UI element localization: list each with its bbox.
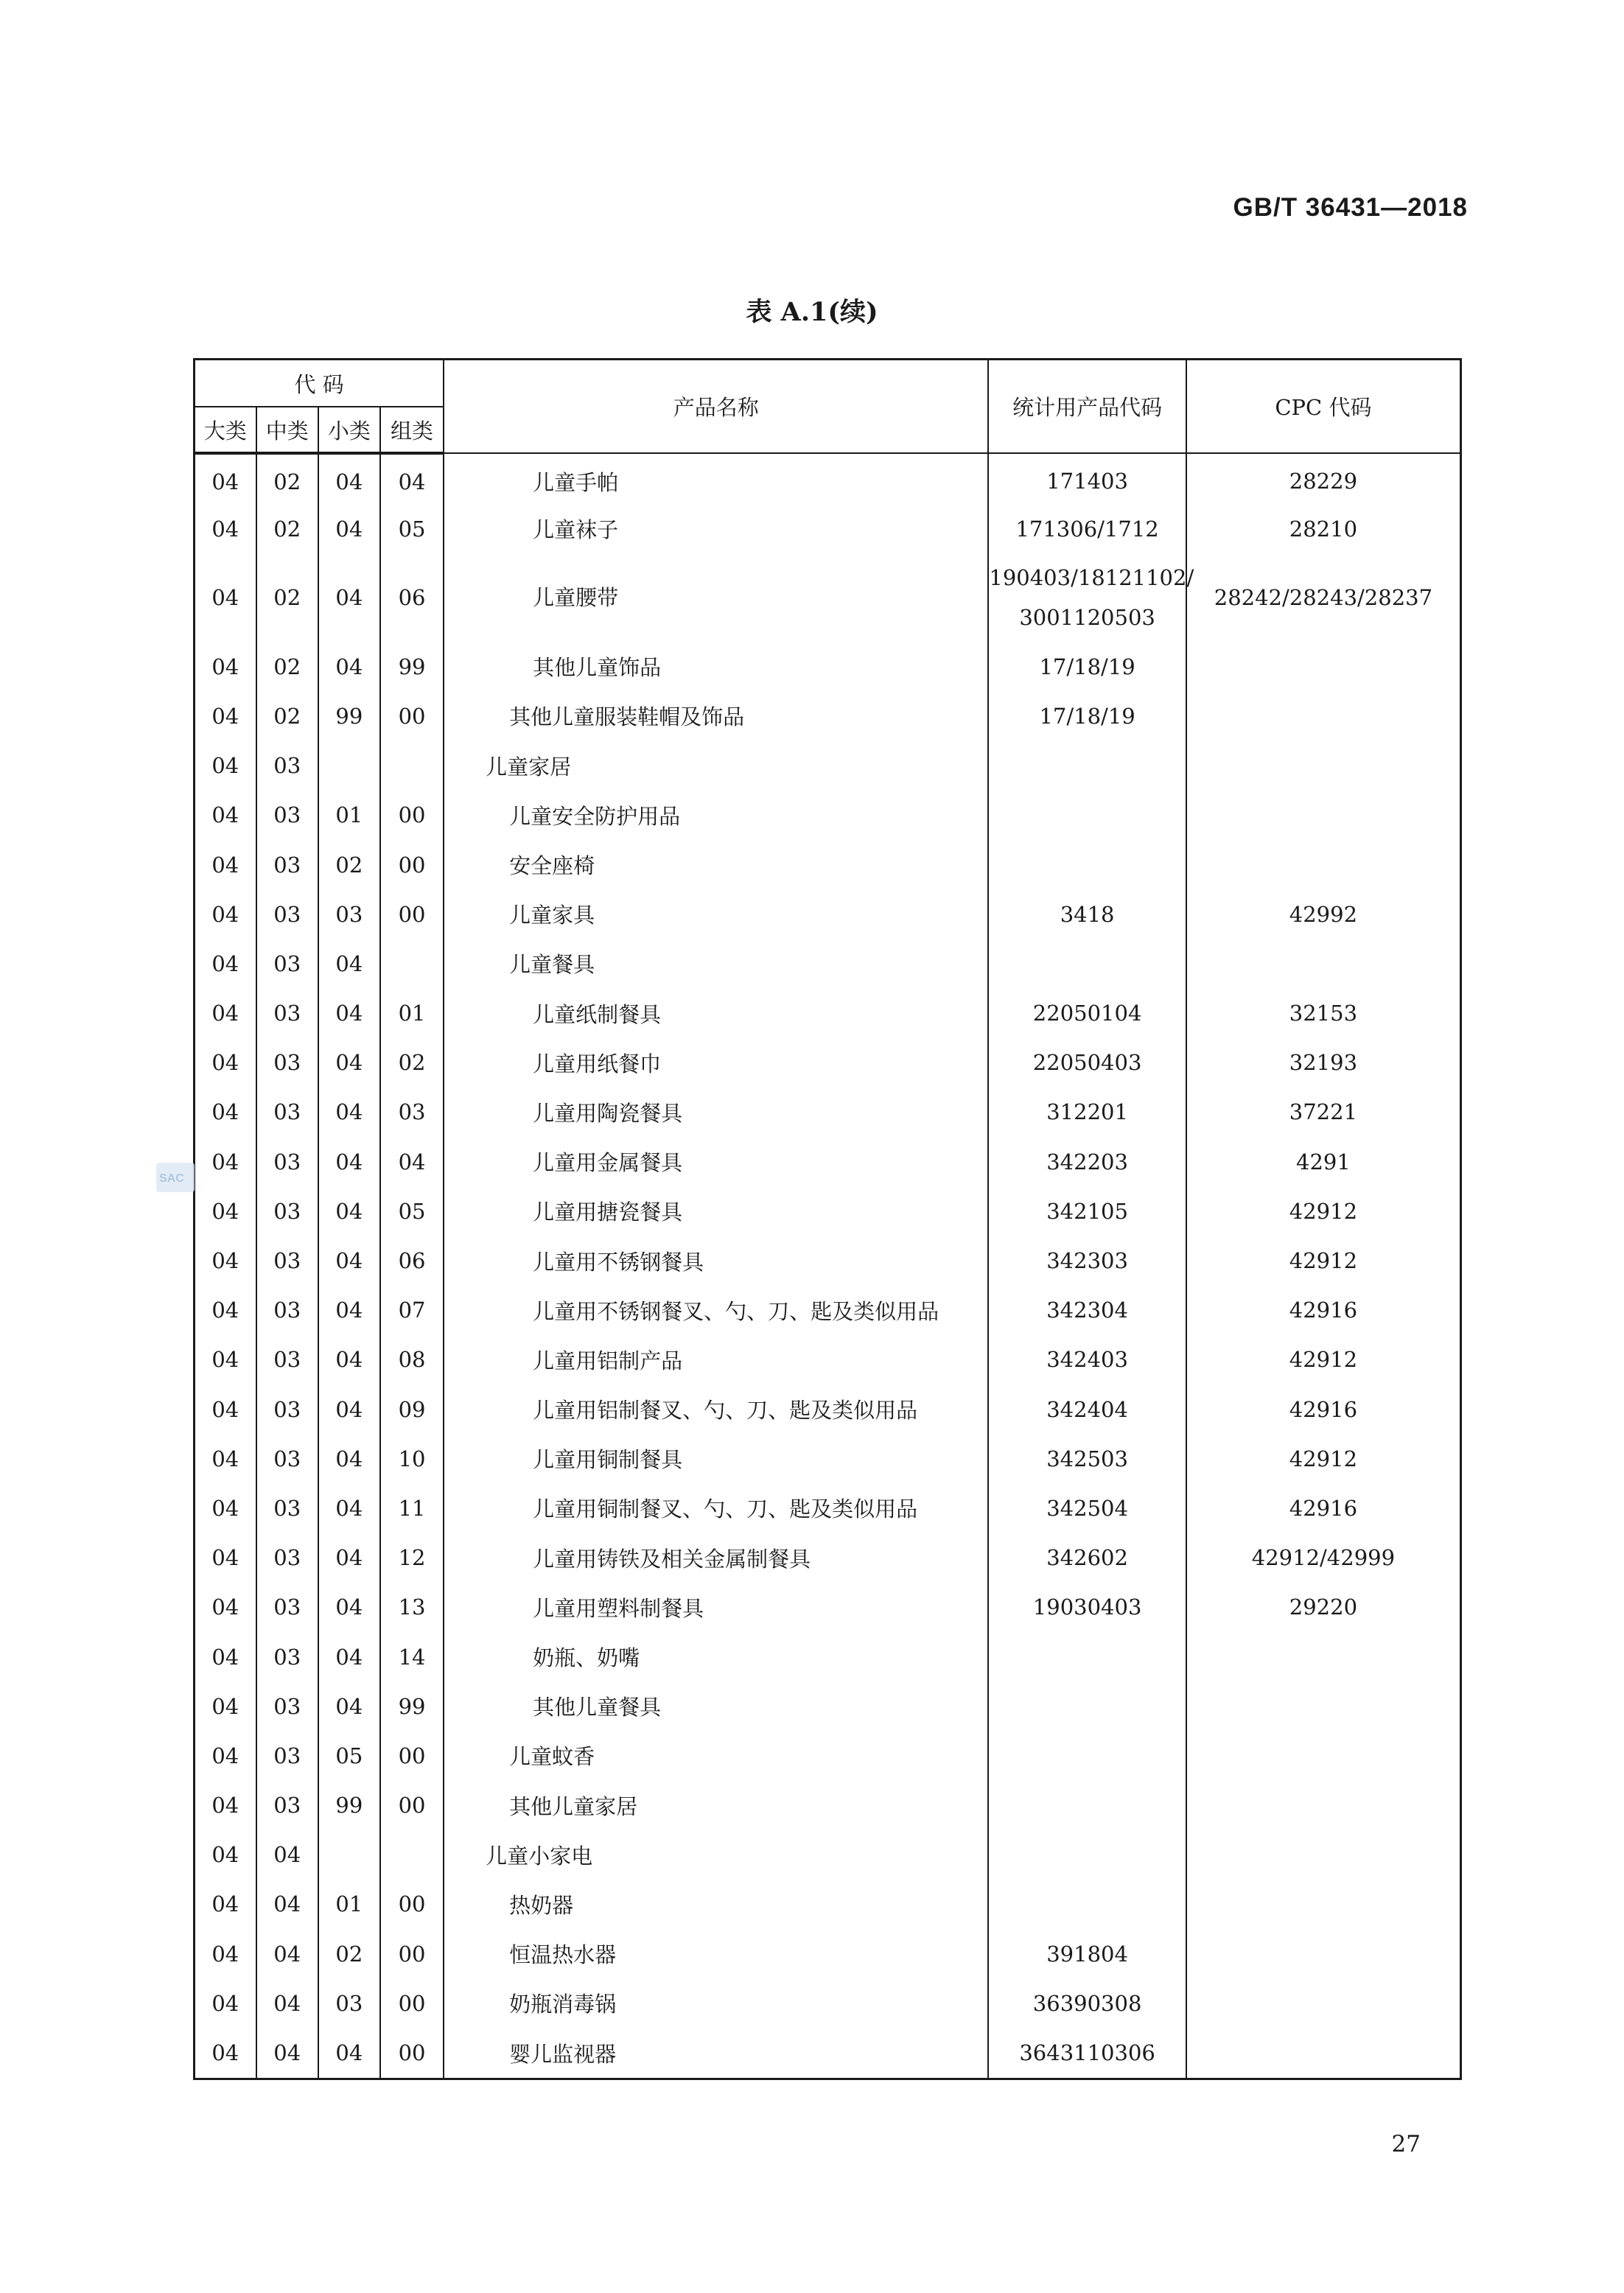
group-code-cell: 12 [380,1533,444,1583]
middle-code-cell: 03 [256,1088,318,1137]
group-code-cell: 00 [380,1929,444,1978]
major-code-cell: 04 [195,1186,256,1236]
table-row [195,453,1461,504]
stat-code-cell [988,1781,1186,1830]
stat-code-cell: 342404 [988,1384,1186,1434]
major-code-cell: 04 [195,1731,256,1780]
product-name-cell: 儿童手帕 [444,453,988,504]
product-name-cell: 儿童用搪瓷餐具 [444,1186,988,1236]
product-name-cell: 儿童用塑料制餐具 [444,1583,988,1632]
minor-code-cell: 03 [318,889,380,939]
minor-code-cell: 04 [318,1533,380,1583]
product-name-cell: 儿童用陶瓷餐具 [444,1088,988,1137]
middle-code-cell: 02 [256,553,318,642]
product-name-cell: 其他儿童家居 [444,1781,988,1830]
table-caption: 表 A.1(续) [746,297,878,327]
stat-code-cell: 190403/18121102/ 3001120503 [988,553,1186,642]
major-code-cell: 04 [195,1483,256,1533]
product-name-cell: 儿童用铝制产品 [444,1335,988,1384]
table-row [195,1880,1461,1929]
major-code-cell: 04 [195,1880,256,1929]
product-name-header: 产品名称 [444,360,988,454]
product-name-cell: 儿童腰带 [444,553,988,642]
table-row [195,1929,1461,1978]
table-row [195,889,1461,939]
stat-code-cell: 342403 [988,1335,1186,1384]
group-code-cell: 00 [380,1880,444,1929]
group-code-cell: 04 [380,453,444,504]
cpc-code-cell [1186,642,1461,691]
product-name-cell: 儿童用铜制餐具 [444,1434,988,1483]
minor-code-cell: 04 [318,1384,380,1434]
major-code-cell: 04 [195,453,256,504]
middle-code-cell: 03 [256,1186,318,1236]
group-code-cell: 08 [380,1335,444,1384]
major-code-cell: 04 [195,1038,256,1088]
table-row [195,553,1461,642]
middle-code-cell: 03 [256,939,318,988]
major-code-cell: 04 [195,1533,256,1583]
group-code-cell: 00 [380,1731,444,1780]
major-code-cell: 04 [195,889,256,939]
major-code-cell: 04 [195,504,256,553]
table-row [195,642,1461,691]
table-row [195,741,1461,791]
middle-code-cell: 02 [256,504,318,553]
product-name-cell: 安全座椅 [444,840,988,889]
stat-code-cell: 171403 [988,453,1186,504]
stat-code-cell [988,1880,1186,1929]
stat-code-cell: 22050104 [988,989,1186,1038]
product-name-cell: 婴儿监视器 [444,2028,988,2079]
group-code-cell: 10 [380,1434,444,1483]
middle-code-cell: 03 [256,1483,318,1533]
cpc-code-cell: 42912 [1186,1186,1461,1236]
stat-code-cell: 17/18/19 [988,691,1186,741]
stat-code-cell: 342303 [988,1236,1186,1285]
major-code-cell: 04 [195,1830,256,1880]
stat-code-cell [988,741,1186,791]
product-name-cell: 儿童用不锈钢餐叉、勺、刀、匙及类似用品 [444,1286,988,1335]
group-code-cell: 01 [380,989,444,1038]
major-code-cell: 04 [195,1137,256,1186]
minor-code-cell: 04 [318,553,380,642]
cpc-code-cell [1186,741,1461,791]
cpc-code-cell: 4291 [1186,1137,1461,1186]
product-name-cell: 其他儿童饰品 [444,642,988,691]
major-code-cell: 04 [195,1335,256,1384]
table-row [195,1681,1461,1731]
stat-code-cell [988,791,1186,840]
major-code-cell: 04 [195,791,256,840]
minor-code-cell: 04 [318,453,380,504]
product-name-cell: 儿童安全防护用品 [444,791,988,840]
major-code-cell: 04 [195,642,256,691]
minor-category-header: 小类 [318,407,380,453]
table-row [195,2028,1461,2079]
major-code-cell: 04 [195,691,256,741]
product-name-cell: 奶瓶、奶嘴 [444,1632,988,1681]
cpc-code-cell [1186,840,1461,889]
minor-code-cell: 04 [318,1632,380,1681]
major-code-cell: 04 [195,840,256,889]
cpc-code-cell [1186,1830,1461,1880]
middle-code-cell: 03 [256,1236,318,1285]
minor-code-cell: 99 [318,1781,380,1830]
group-code-cell: 00 [380,1978,444,2028]
group-code-cell: 00 [380,840,444,889]
cpc-code-cell: 28210 [1186,504,1461,553]
table-row [195,1978,1461,2028]
table-row [195,504,1461,553]
group-code-cell: 99 [380,1681,444,1731]
table-row [195,1335,1461,1384]
code-group-header: 代 码 [195,360,444,407]
product-name-cell: 儿童用纸餐巾 [444,1038,988,1088]
group-code-cell: 00 [380,691,444,741]
cpc-code-cell [1186,691,1461,741]
cpc-code-cell [1186,791,1461,840]
middle-code-cell: 02 [256,453,318,504]
stat-code-cell: 342304 [988,1286,1186,1335]
stat-code-cell: 22050403 [988,1038,1186,1088]
stat-code-cell [988,1681,1186,1731]
stat-code-cell: 17/18/19 [988,642,1186,691]
major-code-cell: 04 [195,989,256,1038]
middle-code-cell: 04 [256,1929,318,1978]
product-name-cell: 儿童用金属餐具 [444,1137,988,1186]
standard-id: GB/T 36431—2018 [1233,193,1468,222]
middle-code-cell: 03 [256,840,318,889]
major-code-cell: 04 [195,553,256,642]
minor-code-cell: 04 [318,1186,380,1236]
table-row [195,939,1461,988]
stat-code-cell: 3643110306 [988,2028,1186,2079]
middle-code-cell: 03 [256,791,318,840]
minor-code-cell [318,741,380,791]
group-code-cell: 05 [380,504,444,553]
cpc-code-cell: 29220 [1186,1583,1461,1632]
product-name-cell: 儿童用铸铁及相关金属制餐具 [444,1533,988,1583]
major-code-cell: 04 [195,1286,256,1335]
middle-code-cell: 03 [256,1335,318,1384]
minor-code-cell: 04 [318,1335,380,1384]
table-row [195,691,1461,741]
cpc-code-cell [1186,1632,1461,1681]
table-row [195,1731,1461,1780]
cpc-code-cell: 42916 [1186,1483,1461,1533]
cpc-code-cell: 28242/28243/28237 [1186,553,1461,642]
product-name-cell: 奶瓶消毒锅 [444,1978,988,2028]
product-code-table [193,358,1462,2080]
minor-code-cell: 04 [318,1088,380,1137]
middle-code-cell: 04 [256,1880,318,1929]
minor-code-cell: 03 [318,1978,380,2028]
product-name-cell: 热奶器 [444,1880,988,1929]
minor-code-cell [318,1830,380,1880]
table-row [195,1137,1461,1186]
cpc-code-cell: 32153 [1186,989,1461,1038]
group-code-cell: 07 [380,1286,444,1335]
minor-code-cell: 05 [318,1731,380,1780]
product-name-cell: 儿童家居 [444,741,988,791]
group-category-header: 组类 [380,407,444,453]
product-name-cell: 儿童家具 [444,889,988,939]
minor-code-cell: 04 [318,504,380,553]
cpc-code-cell [1186,1781,1461,1830]
minor-code-cell: 04 [318,1236,380,1285]
page-number: 27 [1391,2131,1421,2157]
middle-code-cell: 03 [256,1533,318,1583]
stat-code-cell [988,1830,1186,1880]
stat-code-cell: 391804 [988,1929,1186,1978]
table-row [195,1186,1461,1236]
middle-code-cell: 03 [256,1632,318,1681]
group-code-cell: 13 [380,1583,444,1632]
minor-code-cell: 01 [318,791,380,840]
minor-code-cell: 04 [318,1137,380,1186]
major-code-cell: 04 [195,1583,256,1632]
stat-code-cell: 171306/1712 [988,504,1186,553]
table-row [195,1384,1461,1434]
group-code-cell: 00 [380,2028,444,2079]
minor-code-cell: 99 [318,691,380,741]
major-code-cell: 04 [195,1978,256,2028]
group-code-cell: 06 [380,1236,444,1285]
middle-code-cell: 03 [256,1731,318,1780]
group-code-cell: 11 [380,1483,444,1533]
product-name-cell: 儿童用铜制餐叉、勺、刀、匙及类似用品 [444,1483,988,1533]
table-row [195,1236,1461,1285]
cpc-code-cell: 42912 [1186,1434,1461,1483]
product-name-cell: 儿童纸制餐具 [444,989,988,1038]
group-code-cell: 00 [380,889,444,939]
minor-code-cell: 04 [318,1681,380,1731]
middle-code-cell: 03 [256,1681,318,1731]
stat-code-cell: 342602 [988,1533,1186,1583]
table-row [195,1088,1461,1137]
middle-code-cell: 02 [256,691,318,741]
cpc-code-cell: 37221 [1186,1088,1461,1137]
cpc-code-cell [1186,1731,1461,1780]
group-code-cell: 03 [380,1088,444,1137]
middle-code-cell: 03 [256,1781,318,1830]
group-code-cell: 09 [380,1384,444,1434]
cpc-code-cell: 42912/42999 [1186,1533,1461,1583]
stat-code-header: 统计用产品代码 [988,360,1186,454]
product-name-cell: 儿童蚊香 [444,1731,988,1780]
product-name-cell: 儿童小家电 [444,1830,988,1880]
table-row [195,1583,1461,1632]
major-code-cell: 04 [195,1929,256,1978]
table-row [195,1038,1461,1088]
major-code-cell: 04 [195,1434,256,1483]
cpc-code-cell: 42916 [1186,1384,1461,1434]
table-row [195,1781,1461,1830]
minor-code-cell: 04 [318,989,380,1038]
cpc-code-cell [1186,1880,1461,1929]
middle-code-cell: 02 [256,642,318,691]
table-body [195,453,1461,2079]
group-code-cell: 14 [380,1632,444,1681]
major-code-cell: 04 [195,2028,256,2079]
table-row [195,791,1461,840]
table-row [195,1483,1461,1533]
group-code-cell: 02 [380,1038,444,1088]
major-code-cell: 04 [195,1088,256,1137]
minor-code-cell: 04 [318,1583,380,1632]
middle-code-cell: 03 [256,889,318,939]
cpc-code-header: CPC 代码 [1186,360,1461,454]
cpc-code-cell [1186,1681,1461,1731]
cpc-code-cell: 42916 [1186,1286,1461,1335]
group-code-cell: 00 [380,1781,444,1830]
major-code-cell: 04 [195,1781,256,1830]
stat-code-cell [988,840,1186,889]
product-name-cell: 恒温热水器 [444,1929,988,1978]
minor-code-cell: 04 [318,1286,380,1335]
middle-code-cell: 03 [256,1583,318,1632]
stat-code-cell: 19030403 [988,1583,1186,1632]
major-code-cell: 04 [195,1681,256,1731]
cpc-code-cell [1186,939,1461,988]
stat-code-cell: 342503 [988,1434,1186,1483]
minor-code-cell: 04 [318,1434,380,1483]
product-name-cell: 儿童用不锈钢餐具 [444,1236,988,1285]
product-name-cell: 儿童袜子 [444,504,988,553]
minor-code-cell: 04 [318,642,380,691]
cpc-code-cell: 32193 [1186,1038,1461,1088]
svg-text:SAC: SAC [159,1172,184,1185]
table-row [195,1830,1461,1880]
stat-code-cell [988,1731,1186,1780]
cpc-code-cell [1186,1978,1461,2028]
group-code-cell: 06 [380,553,444,642]
product-name-cell: 儿童餐具 [444,939,988,988]
minor-code-cell: 04 [318,2028,380,2079]
minor-code-cell: 02 [318,1929,380,1978]
group-code-cell [380,939,444,988]
cpc-code-cell: 42992 [1186,889,1461,939]
major-code-cell: 04 [195,1236,256,1285]
minor-code-cell: 04 [318,1483,380,1533]
stat-code-cell: 36390308 [988,1978,1186,2028]
middle-code-cell: 03 [256,741,318,791]
product-name-cell: 儿童用铝制餐叉、勺、刀、匙及类似用品 [444,1384,988,1434]
group-code-cell: 05 [380,1186,444,1236]
major-code-cell: 04 [195,1384,256,1434]
cpc-code-cell: 28229 [1186,453,1461,504]
major-code-cell: 04 [195,939,256,988]
group-code-cell: 04 [380,1137,444,1186]
stat-code-cell [988,1632,1186,1681]
middle-code-cell: 03 [256,1434,318,1483]
stat-code-cell: 312201 [988,1088,1186,1137]
middle-code-cell: 03 [256,989,318,1038]
minor-code-cell: 01 [318,1880,380,1929]
major-code-cell: 04 [195,741,256,791]
minor-code-cell: 02 [318,840,380,889]
group-code-cell [380,741,444,791]
middle-code-cell: 04 [256,1978,318,2028]
table-row [195,989,1461,1038]
stat-code-cell: 342203 [988,1137,1186,1186]
product-name-cell: 其他儿童服装鞋帽及饰品 [444,691,988,741]
watermark-logo [155,1157,196,1198]
stat-code-cell: 342504 [988,1483,1186,1533]
minor-code-cell: 04 [318,939,380,988]
middle-code-cell: 03 [256,1384,318,1434]
product-name-cell: 其他儿童餐具 [444,1681,988,1731]
table-row [195,1533,1461,1583]
minor-code-cell: 04 [318,1038,380,1088]
stat-code-cell [988,939,1186,988]
stat-code-cell: 342105 [988,1186,1186,1236]
group-code-cell: 00 [380,791,444,840]
group-code-cell [380,1830,444,1880]
middle-code-cell: 04 [256,1830,318,1880]
stat-code-cell: 3418 [988,889,1186,939]
cpc-code-cell [1186,2028,1461,2079]
table-row [195,1286,1461,1335]
middle-code-cell: 03 [256,1137,318,1186]
middle-category-header: 中类 [256,407,318,453]
middle-code-cell: 03 [256,1286,318,1335]
cpc-code-cell: 42912 [1186,1335,1461,1384]
cpc-code-cell: 42912 [1186,1236,1461,1285]
middle-code-cell: 04 [256,2028,318,2079]
major-category-header: 大类 [195,407,256,453]
table-row [195,1632,1461,1681]
major-code-cell: 04 [195,1632,256,1681]
table-row [195,1434,1461,1483]
cpc-code-cell [1186,1929,1461,1978]
middle-code-cell: 03 [256,1038,318,1088]
table-row [195,840,1461,889]
group-code-cell: 99 [380,642,444,691]
